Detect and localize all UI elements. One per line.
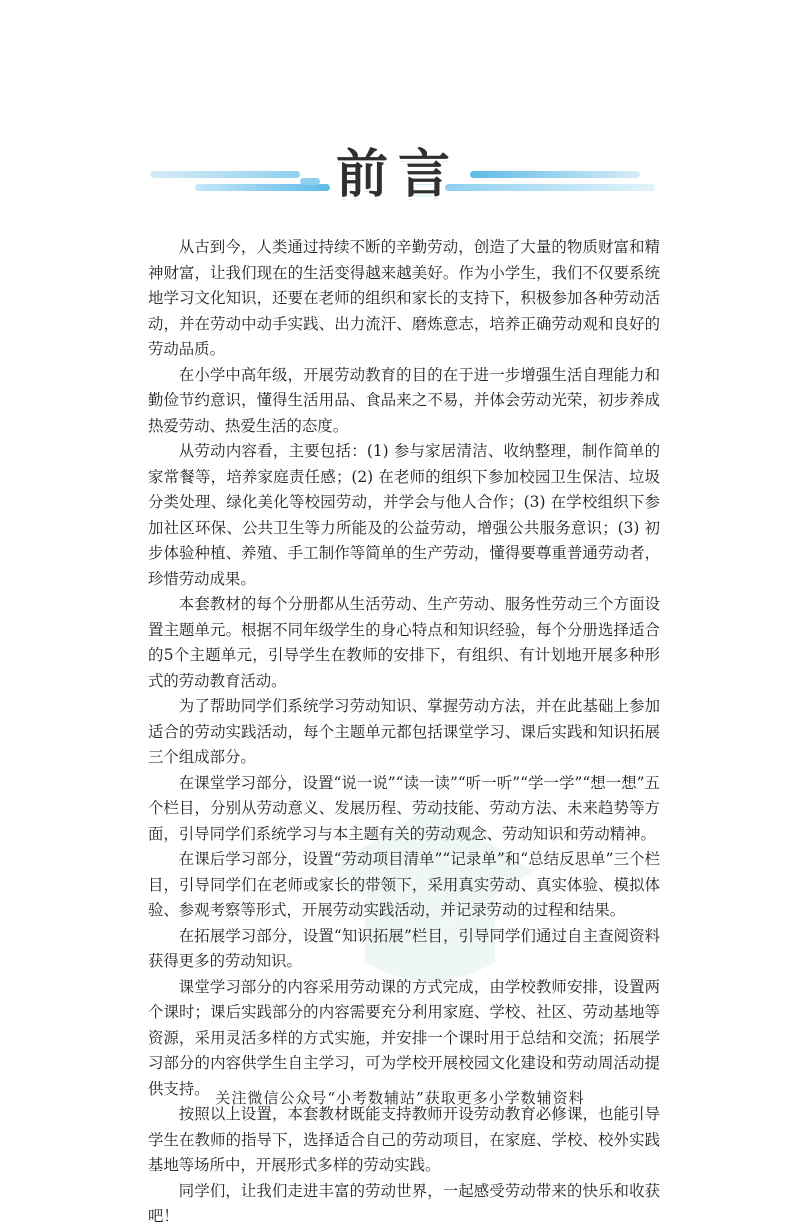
title-banner-stripe xyxy=(470,171,640,178)
title-banner-stripe xyxy=(195,184,330,191)
paragraph: 本套教材的每个分册都从生活劳动、生产劳动、服务性劳动三个方面设置主题单元。根据不同年级学生的身心特点和知识经验，每个分册选择适合的5个主题单元，引导学生在教师的安排下，有组织、有计划地开展多种形式的劳动教育活动。 xyxy=(148,595,660,690)
paragraph: 为了帮助同学们系统学习劳动知识、掌握劳动方法，并在此基础上参加适合的劳动实践活动，每个主题单元都包括课堂学习、课后实践和知识拓展三个组成部分。 xyxy=(148,697,660,766)
paragraph: 从古到今，人类通过持续不断的辛勤劳动，创造了大量的物质财富和精神财富，让我们现在的生活变得越来越美好。作为小学生，我们不仅要系统地学习文化知识，还要在老师的组织和家长的支持下，积极参加各种劳动活动，并在劳动中动手实践、出力流汗、磨炼意志，培养正确劳动观和良好的劳动品质。 xyxy=(148,238,660,358)
paragraph: 课堂学习部分的内容采用劳动课的方式完成，由学校教师安排，设置两个课时；课后实践部分的内容需要充分利用家庭、学校、社区、劳动基地等资源，采用灵活多样的方式实施，并安排一个课时用于总结和交流；拓展学习部分的内容供学生自主学习，可为学校开展校园文化建设和劳动周活动提供支持。 xyxy=(148,977,660,1098)
paragraph: 从劳动内容看，主要包括：(1) 参与家居清洁、收纳整理，制作简单的家常餐等，培养家庭责任感；(2) 在老师的组织下参加校园卫生保洁、垃圾分类处理、绿化美化等校园劳动，并学会与他人合作；(3) 在学校组织下参加社区环保、公共卫生等力所能及的公益劳动，增强公共服务意识；(3) 初步体验种植、养殖、手工制作等简单的生产劳动，懂得要尊重普通劳动者，珍惜劳动成果。 xyxy=(148,442,660,588)
footer-note: 关注微信公众号“小考数辅站”获取更多小学数辅资料 xyxy=(215,1089,585,1107)
paragraph: 在拓展学习部分，设置“知识拓展”栏目，引导同学们通过自主查阅资料获得更多的劳动知识。 xyxy=(148,926,660,970)
title-banner-stripe xyxy=(150,171,300,178)
paragraph: 按照以上设置，本套教材既能支持教师开设劳动教育必修课，也能引导学生在教师的指导下，选择适合自己的劳动项目，在家庭、学校、校外实践基地等场所中，开展形式多样的劳动实践。 xyxy=(148,1105,660,1174)
paragraph: 在课后学习部分，设置“劳动项目清单”“记录单”和“总结反思单”三个栏目，引导同学们在老师或家长的带领下，采用真实劳动、真实体验、模拟体验、参观考察等形式，开展劳动实践活动，并记录劳动的过程和结果。 xyxy=(148,850,660,919)
title-banner-stripe xyxy=(300,178,320,185)
page-title: 前言 xyxy=(335,145,460,205)
paragraph: 在课堂学习部分，设置“说一说”“读一读”“听一听”“学一学”“想一想”五个栏目，分别从劳动意义、发展历程、劳动技能、劳动方法、未来趋势等方面，引导同学们系统学习与本主题有关的劳动观念、劳动知识和劳动精神。 xyxy=(148,773,660,843)
paragraph: 在小学中高年级，开展劳动教育的目的在于进一步增强生活自理能力和勤俭节约意识，懂得生活用品、食品来之不易，并体会劳动光荣，初步养成热爱劳动、热爱生活的态度。 xyxy=(148,365,660,435)
paragraph: 同学们，让我们走进丰富的劳动世界，一起感受劳动带来的快乐和收获吧！ xyxy=(148,1181,660,1225)
preface-body xyxy=(148,235,660,1230)
